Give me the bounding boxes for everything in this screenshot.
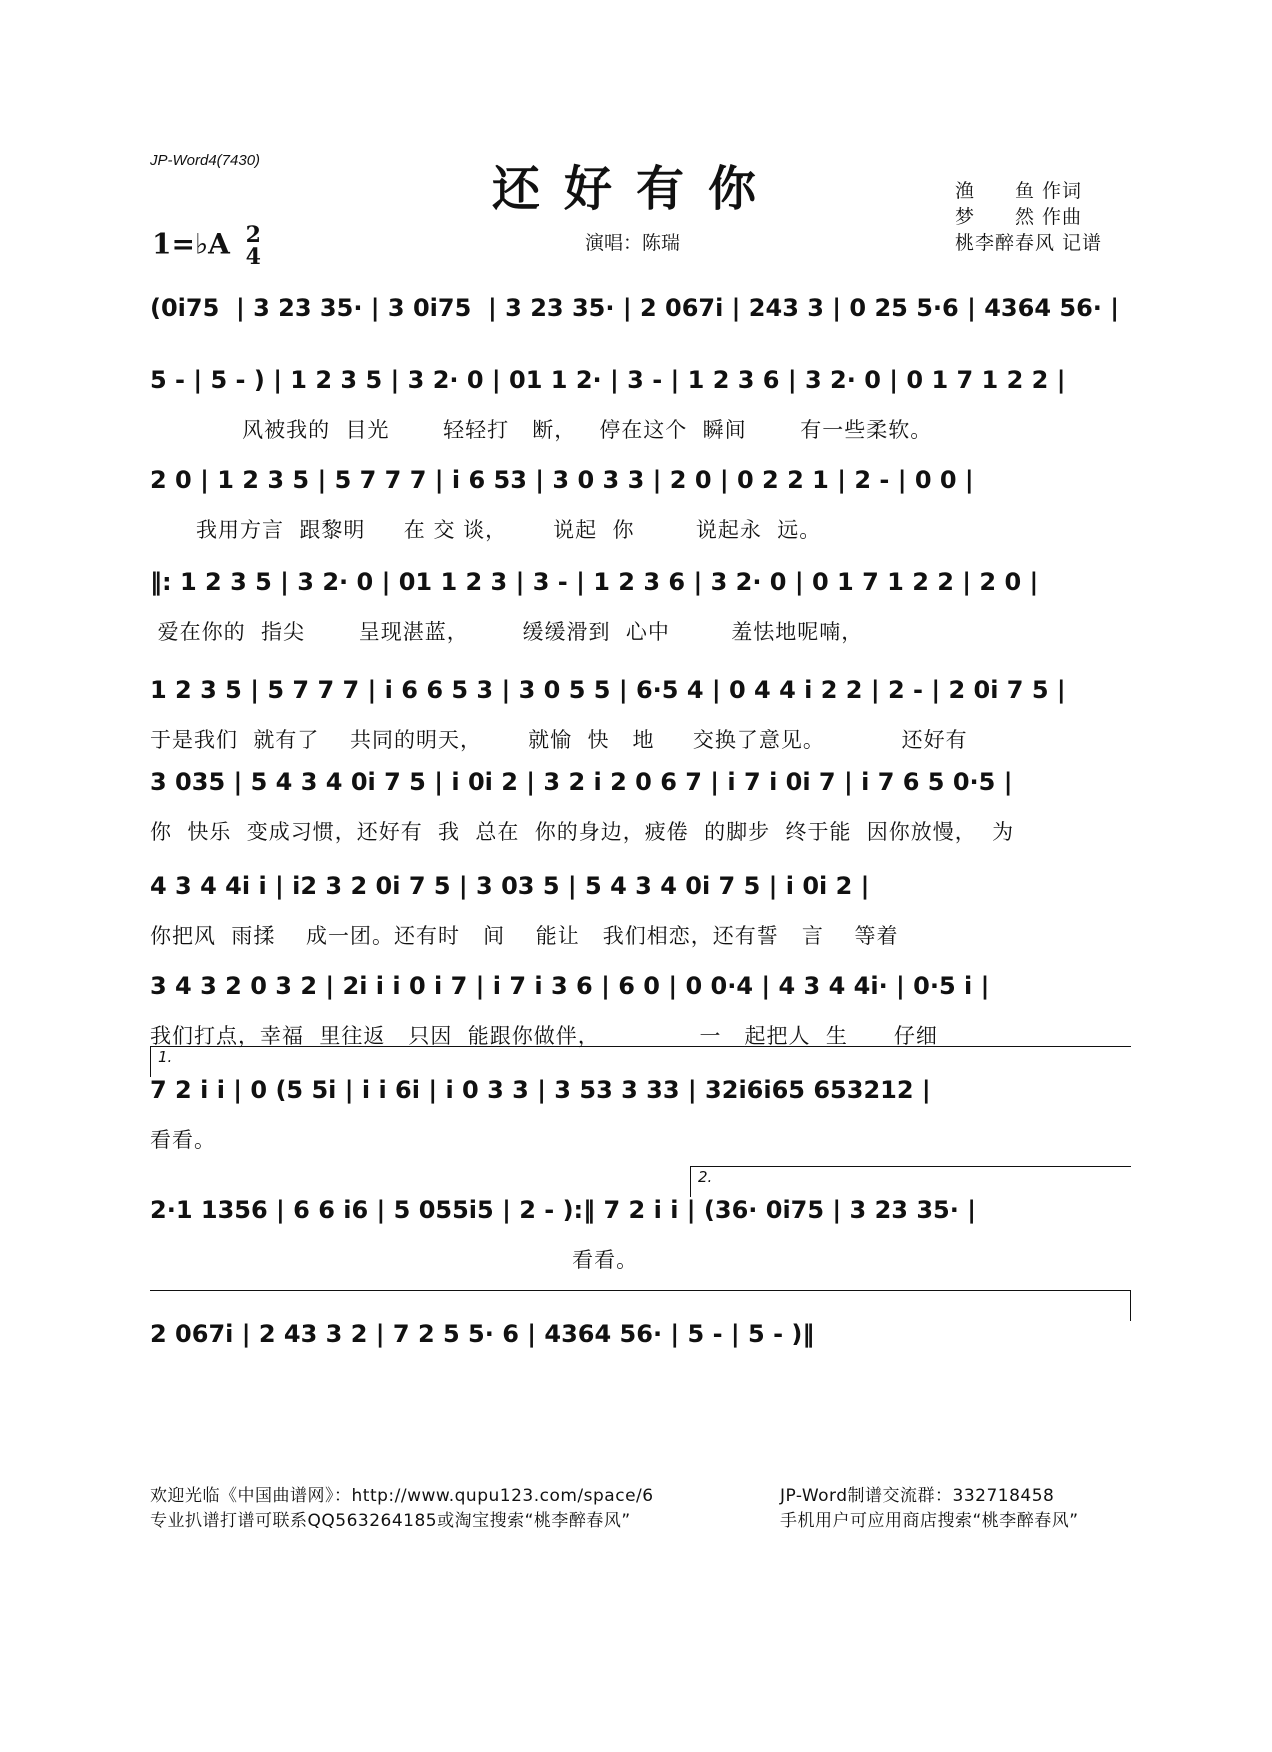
closing-bracket (150, 1290, 1131, 1321)
notation-line: 2 0 | 1 2 3 5 | 5 7 7 7 | i 6 53 | 3 0 3 3 | 2 0 | 0 2 2 1 | 2 - | 0 0 | (150, 466, 974, 494)
score-system-9 (150, 1046, 1130, 1166)
notation-line: ‖: 1 2 3 5 | 3 2· 0 | 01 1 2 3 | 3 - | 1 2 3 6 | 3 2· 0 | 0 1 7 1 2 2 | 2 0 | (150, 568, 1039, 596)
lyric-line: 于是我们 就有了 共同的明天， 就愉 快 地 交换了意见。 还好有 (150, 728, 968, 752)
notation-line: (0i75 | 3 23 35· | 3 0i75 | 3 23 35· | 2 067i | 243 3 | 0 25 5·6 | 4364 56· | (150, 294, 1120, 322)
volta-label-1: 1. (158, 1048, 173, 1066)
lyricist-credit: 渔 鱼 作词 (955, 180, 1083, 202)
lyric-line: 我用方言 跟黎明 在 交 谈， 说起 你 说起永 远。 (150, 518, 822, 542)
transcriber-credit: 桃李醉春风 记谱 (955, 232, 1103, 254)
key-signature (152, 224, 261, 268)
volta-label-2: 2. (698, 1168, 713, 1186)
time-signature (246, 224, 261, 268)
notation-line: 2·1 1356 | 6 6 i6 | 5 055i5 | 2 - ):‖ 7 2 i i | (36· 0i75 | 3 23 35· | (150, 1196, 976, 1224)
notation-line: 2 067i | 2 43 3 2 | 7 2 5 5· 6 | 4364 56· | 5 - | 5 - )‖ (150, 1320, 815, 1348)
footer-app: 手机用户可应用商店搜索“桃李醉春风” (780, 1511, 1079, 1531)
footer-group: JP-Word制谱交流群：332718458 (780, 1486, 1055, 1506)
score-system-8 (150, 942, 1130, 1062)
lyric-line: 爱在你的 指尖 呈现湛蓝， 缓缓滑到 心中 羞怯地呢喃， (150, 620, 864, 644)
lyric-line: 我们打点，幸福 里往返 只因 能跟你做伴， 一 起把人 生 仔细 (150, 1024, 938, 1048)
notation-line: 7 2 i i | 0 (5 5i | i i 6i | i 0 3 3 | 3 53 3 33 | 32i6i65 653212 | (150, 1076, 931, 1104)
notation-line: 1 2 3 5 | 5 7 7 7 | i 6 6 5 3 | 3 0 5 5 | 6·5 4 | 0 4 4 i 2 2 | 2 - | 2 0i 7 5 | (150, 676, 1066, 704)
notation-line: 3 035 | 5 4 3 4 0i 7 5 | i 0i 2 | 3 2 i 2 0 6 7 | i 7 i 0i 7 | i 7 6 5 0·5 | (150, 768, 1013, 796)
time-top: 2 (245, 222, 261, 248)
composer-credit: 梦 然 作曲 (955, 206, 1083, 228)
notation-line: 5 - | 5 - ) | 1 2 3 5 | 3 2· 0 | 01 1 2· | 3 - | 1 2 3 6 | 3 2· 0 | 0 1 7 1 2 2 | (150, 366, 1066, 394)
footer-website: 欢迎光临《中国曲谱网》：http://www.qupu123.com/space/6 (150, 1486, 654, 1506)
song-title: 还好有你 (491, 161, 780, 217)
notation-line: 3 4 3 2 0 3 2 | 2i i i 0 i 7 | i 7 i 3 6 | 6 0 | 0 0·4 | 4 3 4 4i· | 0·5 i | (150, 972, 990, 1000)
score-system-4 (150, 538, 1130, 658)
volta-bracket-2 (690, 1166, 1131, 1197)
time-bottom: 4 (245, 244, 261, 270)
software-label: JP-Word4(7430) (150, 152, 261, 169)
score-system-6 (150, 738, 1130, 858)
score-system-11 (150, 1290, 1130, 1410)
lyric-line: 看看。 (150, 1128, 216, 1152)
singer-credit: 演唱：陈瑞 (585, 232, 681, 254)
notation-line: 4 3 4 4i i | i2 3 2 0i 7 5 | 3 03 5 | 5 4 3 4 0i 7 5 | i 0i 2 | (150, 872, 870, 900)
score-system-10 (150, 1166, 1130, 1286)
footer-contact: 专业扒谱打谱可联系QQ563264185或淘宝搜索“桃李醉春风” (150, 1511, 631, 1531)
lyric-line: 风被我的 目光 轻轻打 断， 停在这个 瞬间 有一些柔软。 (150, 418, 933, 442)
volta-bracket-1 (150, 1046, 1131, 1077)
lyric-line: 你把风 雨揉 成一团。还有时 间 能让 我们相恋，还有誓 言 等着 (150, 924, 899, 948)
key-label: 1=♭A (152, 227, 230, 261)
lyric-line: 看看。 (150, 1248, 639, 1272)
lyric-line: 你 快乐 变成习惯，还好有 我 总在 你的身边，疲倦 的脚步 终于能 因你放慢， 为 (150, 820, 1015, 844)
